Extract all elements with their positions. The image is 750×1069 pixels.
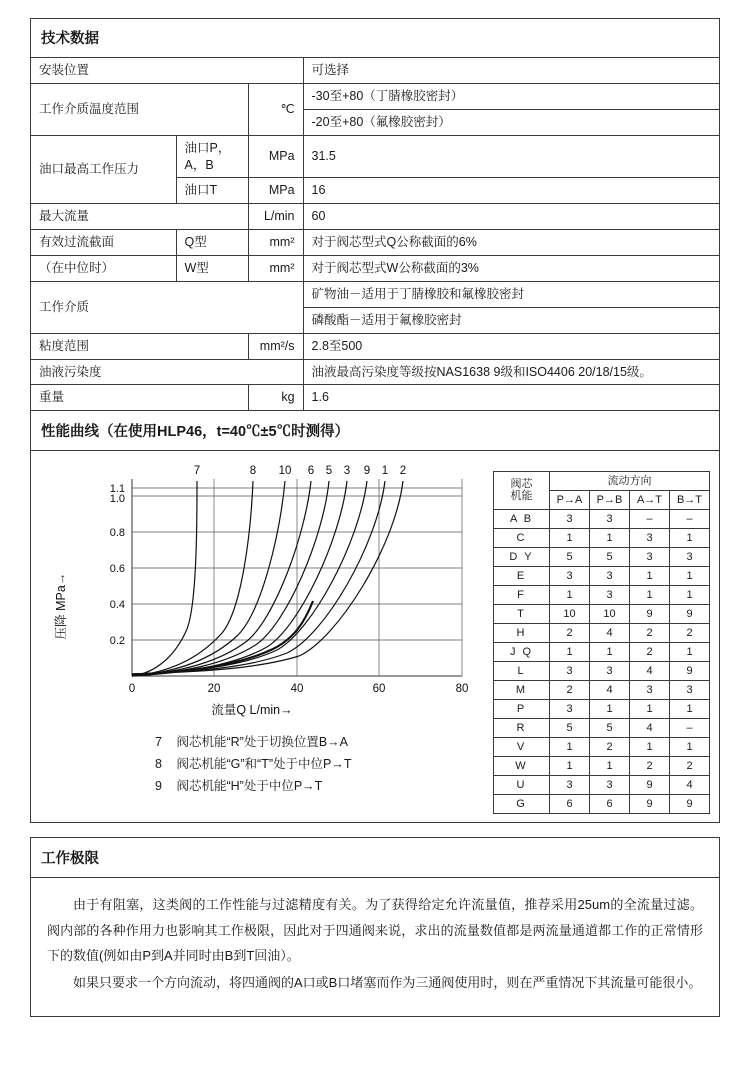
cell: 3 — [670, 548, 710, 567]
performance-curves-body — [31, 451, 719, 822]
svg-text:9: 9 — [363, 465, 371, 478]
cell: 5 — [590, 719, 630, 738]
cell: 2 — [550, 681, 590, 700]
cell: 1 — [590, 757, 630, 776]
table-row — [494, 700, 710, 719]
table-row — [31, 135, 719, 178]
performance-curves-section — [30, 411, 720, 823]
cell: 2 — [630, 757, 670, 776]
cell: 2 — [550, 624, 590, 643]
technical-data-section — [30, 18, 720, 411]
table-row — [31, 58, 719, 83]
row-value: 2.8至500 — [303, 333, 719, 359]
table-row — [494, 529, 710, 548]
curve-note — [155, 754, 489, 776]
row-value: 矿物油－适用于丁腈橡胶和氟橡胶密封 — [303, 281, 719, 307]
cell: 1 — [550, 757, 590, 776]
curve-note — [155, 732, 489, 754]
cell: 3 — [670, 681, 710, 700]
cell: 3 — [550, 700, 590, 719]
curve-note-number: 8 — [155, 757, 162, 772]
valve-function-table-wrap — [489, 461, 713, 814]
table-row — [494, 795, 710, 814]
cell: 1 — [550, 643, 590, 662]
svg-text:0.2: 0.2 — [109, 635, 125, 648]
cell: 1 — [630, 567, 670, 586]
cell: 1 — [590, 529, 630, 548]
svg-text:6: 6 — [307, 465, 315, 478]
table-row — [494, 567, 710, 586]
cell: 9 — [670, 605, 710, 624]
cell: 4 — [630, 719, 670, 738]
cell: 1 — [630, 586, 670, 605]
svg-text:2: 2 — [399, 465, 407, 478]
cell: 3 — [550, 662, 590, 681]
cell: 1 — [670, 738, 710, 757]
row-unit: MPa — [248, 135, 303, 178]
cell: 9 — [670, 795, 710, 814]
cell: 4 — [630, 662, 670, 681]
table-row — [494, 757, 710, 776]
row-unit: MPa — [248, 178, 303, 204]
table-header-row — [494, 472, 710, 491]
table-row — [494, 738, 710, 757]
row-unit: kg — [248, 385, 303, 411]
cell: 1 — [670, 643, 710, 662]
table-row — [494, 719, 710, 738]
table-row — [494, 624, 710, 643]
technical-data-table — [31, 58, 719, 411]
cell: 2 — [630, 624, 670, 643]
svg-text:流量Q L/min→: 流量Q L/min→ — [211, 703, 293, 718]
cell: – — [630, 510, 670, 529]
cell: 5 — [550, 719, 590, 738]
cell: 10 — [550, 605, 590, 624]
paragraph: 由于有阻塞，这类阀的工作性能与过滤精度有关。为了获得给定允许流量值，推荐采用25um的全流量过滤。阀内部的各种作用力也影响其工作极限，因此对于四通阀来说，求出的流量数值都是两流量通道都工作的正常情形下的数值(例如由P到A并同时由B到T回油）。 — [47, 897, 703, 963]
cell: 1 — [670, 586, 710, 605]
svg-text:1: 1 — [381, 465, 389, 478]
table-row — [31, 204, 719, 230]
column-header-p-to-b: P→B — [590, 491, 630, 510]
column-header-p-to-a: P→A — [550, 491, 590, 510]
chart-svg — [37, 461, 489, 721]
valve-code: G — [494, 795, 550, 814]
cell: 3 — [550, 776, 590, 795]
table-row — [31, 230, 719, 256]
cell: 10 — [590, 605, 630, 624]
table-row — [31, 281, 719, 307]
valve-code: C — [494, 529, 550, 548]
cell: 1 — [670, 700, 710, 719]
valve-code: J Q — [494, 643, 550, 662]
row-value: 16 — [303, 178, 719, 204]
working-limits-body — [31, 878, 719, 1015]
cell: 1 — [630, 700, 670, 719]
table-row — [31, 83, 719, 109]
flow-direction-header: 流动方向 — [550, 472, 710, 491]
cell: 3 — [550, 510, 590, 529]
cell: – — [670, 510, 710, 529]
cell: – — [670, 719, 710, 738]
column-header-b-to-t: B→T — [670, 491, 710, 510]
valve-code: F — [494, 586, 550, 605]
row-label: 油口最高工作压力 — [31, 135, 176, 204]
valve-function-table — [493, 471, 710, 814]
table-row — [31, 256, 719, 282]
technical-data-title: 技术数据 — [31, 19, 719, 58]
row-sublabel: W型 — [176, 256, 248, 282]
svg-text:5: 5 — [325, 465, 333, 478]
row-unit: mm² — [248, 256, 303, 282]
row-value: 对于阀芯型式Q公称截面的6% — [303, 230, 719, 256]
cell: 4 — [590, 681, 630, 700]
cell: 1 — [630, 738, 670, 757]
cell: 1 — [550, 529, 590, 548]
valve-code: W — [494, 757, 550, 776]
row-label: 有效过流截面 — [31, 230, 176, 256]
working-limits-section — [30, 837, 720, 1016]
table-row — [31, 385, 719, 411]
cell: 1 — [670, 567, 710, 586]
svg-text:60: 60 — [372, 683, 386, 696]
cell: 1 — [550, 738, 590, 757]
valve-code: E — [494, 567, 550, 586]
paragraph: 如果只要求一个方向流动，将四通阀的A口或B口堵塞而作为三通阀使用时，则在严重情况下其流量可能很小。 — [73, 975, 702, 991]
row-value: 可选择 — [303, 58, 719, 83]
row-unit: ℃ — [248, 83, 303, 135]
curve-note-number: 9 — [155, 779, 162, 793]
row-value: 油液最高污染度等级按NAS1638 9级和ISO4406 20/18/15级。 — [303, 359, 719, 385]
cell: 4 — [590, 624, 630, 643]
row-label: 油液污染度 — [31, 359, 303, 385]
svg-text:压降 MPa→: 压降 MPa→ — [54, 572, 68, 640]
cell: 9 — [630, 795, 670, 814]
valve-function-header-left-line1: 阀芯 — [510, 478, 533, 491]
valve-function-header-left — [494, 472, 550, 510]
table-row — [494, 643, 710, 662]
cell: 3 — [630, 681, 670, 700]
row-label: 粘度范围 — [31, 333, 248, 359]
working-limits-title: 工作极限 — [31, 838, 719, 878]
table-row — [494, 548, 710, 567]
svg-text:0: 0 — [128, 683, 136, 696]
valve-code: V — [494, 738, 550, 757]
table-row — [31, 359, 719, 385]
cell: 2 — [670, 757, 710, 776]
cell: 5 — [550, 548, 590, 567]
cell: 3 — [590, 662, 630, 681]
column-header-a-to-t: A→T — [630, 491, 670, 510]
row-sublabel: Q型 — [176, 230, 248, 256]
cell: 9 — [630, 776, 670, 795]
valve-code: T — [494, 605, 550, 624]
row-label: 重量 — [31, 385, 248, 411]
row-label-secondary: （在中位时） — [31, 256, 176, 282]
svg-text:8: 8 — [249, 465, 257, 478]
svg-text:3: 3 — [343, 465, 351, 478]
svg-text:40: 40 — [290, 683, 304, 696]
cell: 3 — [590, 567, 630, 586]
table-row — [494, 662, 710, 681]
row-unit: L/min — [248, 204, 303, 230]
row-label: 安装位置 — [31, 58, 303, 83]
svg-text:10: 10 — [278, 465, 292, 478]
row-value: -20至+80（氟橡胶密封） — [303, 109, 719, 135]
valve-code: H — [494, 624, 550, 643]
cell: 3 — [590, 586, 630, 605]
cell: 3 — [590, 776, 630, 795]
row-label: 工作介质温度范围 — [31, 83, 248, 135]
cell: 6 — [550, 795, 590, 814]
cell: 5 — [590, 548, 630, 567]
valve-code: L — [494, 662, 550, 681]
row-value: 31.5 — [303, 135, 719, 178]
curve-note-number: 7 — [155, 735, 162, 750]
cell: 9 — [630, 605, 670, 624]
cell: 1 — [590, 643, 630, 662]
cell: 6 — [590, 795, 630, 814]
valve-code: R — [494, 719, 550, 738]
row-value: -30至+80（丁腈橡胶密封） — [303, 83, 719, 109]
curve-note — [155, 776, 489, 798]
valve-code: P — [494, 700, 550, 719]
cell: 3 — [630, 529, 670, 548]
row-sublabel: 油口P，A，B — [176, 135, 248, 178]
table-row — [494, 510, 710, 529]
curve-notes — [155, 732, 489, 798]
cell: 2 — [590, 738, 630, 757]
valve-code: D Y — [494, 548, 550, 567]
svg-text:0.4: 0.4 — [109, 599, 125, 612]
valve-code: A B — [494, 510, 550, 529]
svg-text:7: 7 — [193, 465, 201, 478]
valve-code: U — [494, 776, 550, 795]
cell: 3 — [590, 510, 630, 529]
pressure-drop-chart — [37, 461, 489, 814]
svg-text:1.0: 1.0 — [109, 493, 125, 506]
table-row — [31, 333, 719, 359]
svg-text:80: 80 — [455, 683, 469, 696]
cell: 2 — [630, 643, 670, 662]
performance-curves-title: 性能曲线（在使用HLP46，t=40℃±5℃时测得） — [31, 411, 719, 451]
valve-function-header-left-line2: 机能 — [510, 490, 533, 503]
table-row — [494, 681, 710, 700]
cell: 3 — [550, 567, 590, 586]
table-row — [494, 605, 710, 624]
cell: 1 — [550, 586, 590, 605]
row-value: 60 — [303, 204, 719, 230]
curve-note-text: 阀芯机能“G”和“T”处于中位P→T — [176, 757, 352, 772]
row-value: 1.6 — [303, 385, 719, 411]
row-value: 对于阀芯型式W公称截面的3% — [303, 256, 719, 282]
cell: 2 — [670, 624, 710, 643]
row-unit: mm²/s — [248, 333, 303, 359]
svg-text:1.1: 1.1 — [109, 483, 125, 496]
curve-note-text: 阀芯机能“H”处于中位P→T — [176, 779, 323, 793]
row-unit: mm² — [248, 230, 303, 256]
cell: 3 — [630, 548, 670, 567]
svg-text:20: 20 — [207, 683, 221, 696]
row-value: 磷酸酯－适用于氟橡胶密封 — [303, 307, 719, 333]
row-label: 工作介质 — [31, 281, 303, 333]
valve-code: M — [494, 681, 550, 700]
table-row — [494, 586, 710, 605]
cell: 9 — [670, 662, 710, 681]
svg-text:0.8: 0.8 — [109, 527, 125, 540]
curve-note-text: 阀芯机能“R”处于切换位置B→A — [176, 735, 349, 750]
cell: 1 — [590, 700, 630, 719]
table-row — [494, 776, 710, 795]
svg-text:0.6: 0.6 — [109, 563, 125, 576]
cell: 1 — [670, 529, 710, 548]
cell: 4 — [670, 776, 710, 795]
row-label: 最大流量 — [31, 204, 248, 230]
row-sublabel: 油口T — [176, 178, 248, 204]
